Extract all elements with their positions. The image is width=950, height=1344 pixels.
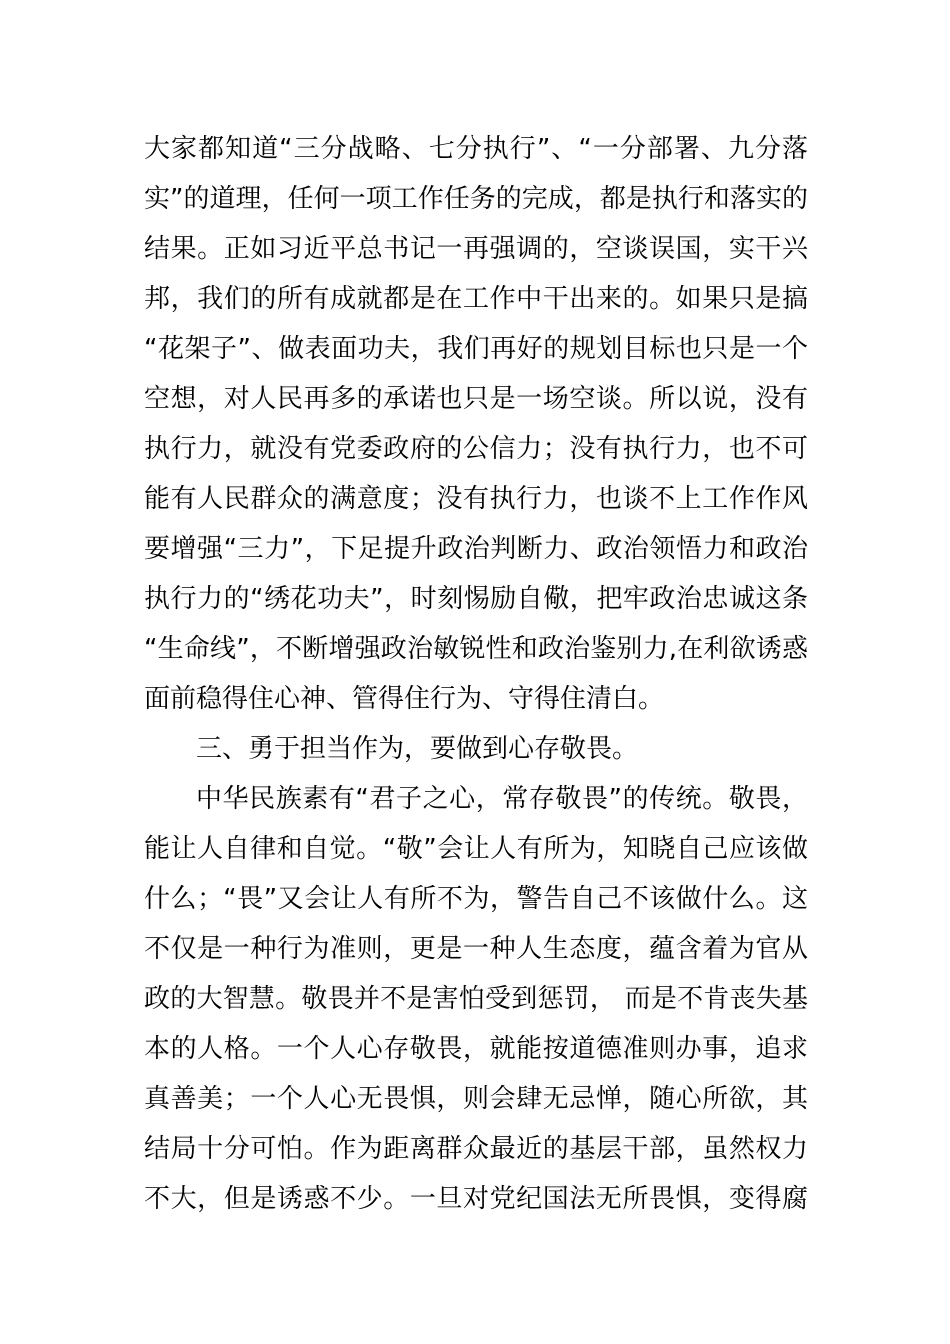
- text-line: 真善美；一个人心无畏惧，则会肆无忌惮，随心所欲，其: [144, 1084, 808, 1114]
- text-line: 执行力的“绣花功夫”，时刻惕励自儆，把牢政治忠诚这条: [144, 584, 808, 614]
- body-text: [144, 124, 808, 1224]
- text-line: 能让人自律和自觉。“敬”会让人有所为，知晓自己应该做: [144, 834, 808, 864]
- text-line: 实”的道理，任何一项工作任务的完成，都是执行和落实的: [144, 184, 808, 214]
- text-line: 结果。正如习近平总书记一再强调的，空谈误国，实干兴: [144, 234, 808, 264]
- text-line: 结局十分可怕。作为距离群众最近的基层干部，虽然权力: [144, 1134, 808, 1164]
- text-line: 不大，但是诱惑不少。一旦对党纪国法无所畏惧，变得腐: [144, 1184, 808, 1214]
- paragraph-first-line: 中华民族素有“君子之心，常存敬畏”的传统。敬畏，: [196, 784, 808, 814]
- text-line: 什么；“畏”又会让人有所不为，警告自己不该做什么。这: [144, 884, 808, 914]
- text-line: “花架子”、做表面功夫，我们再好的规划目标也只是一个: [144, 334, 808, 364]
- text-line: 邦，我们的所有成就都是在工作中干出来的。如果只是搞: [144, 284, 808, 314]
- paragraph-end-line: 面前稳得住心神、管得住行为、守得住清白。: [144, 684, 665, 714]
- text-line: 不仅是一种行为准则，更是一种人生态度，蕴含着为官从: [144, 934, 808, 964]
- text-line: 执行力，就没有党委政府的公信力；没有执行力，也不可: [144, 434, 808, 464]
- text-line: 要增强“三力”，下足提升政治判断力、政治领悟力和政治: [144, 534, 808, 564]
- text-line: 大家都知道“三分战略、七分执行”、“一分部署、九分落: [144, 134, 808, 164]
- text-line: 本的人格。一个人心存敬畏，就能按道德准则办事，追求: [144, 1034, 808, 1064]
- text-line: 空想，对人民再多的承诺也只是一场空谈。所以说，没有: [144, 384, 808, 414]
- text-line: “生命线”，不断增强政治敏锐性和政治鉴别力,在利欲诱惑: [144, 634, 808, 664]
- text-line: 政的大智慧。敬畏并不是害怕受到惩罚， 而是不肯丧失基: [144, 984, 808, 1014]
- section-heading: 三、勇于担当作为，要做到心存敬畏。: [196, 734, 639, 764]
- text-line: 能有人民群众的满意度；没有执行力，也谈不上工作作风: [144, 484, 808, 514]
